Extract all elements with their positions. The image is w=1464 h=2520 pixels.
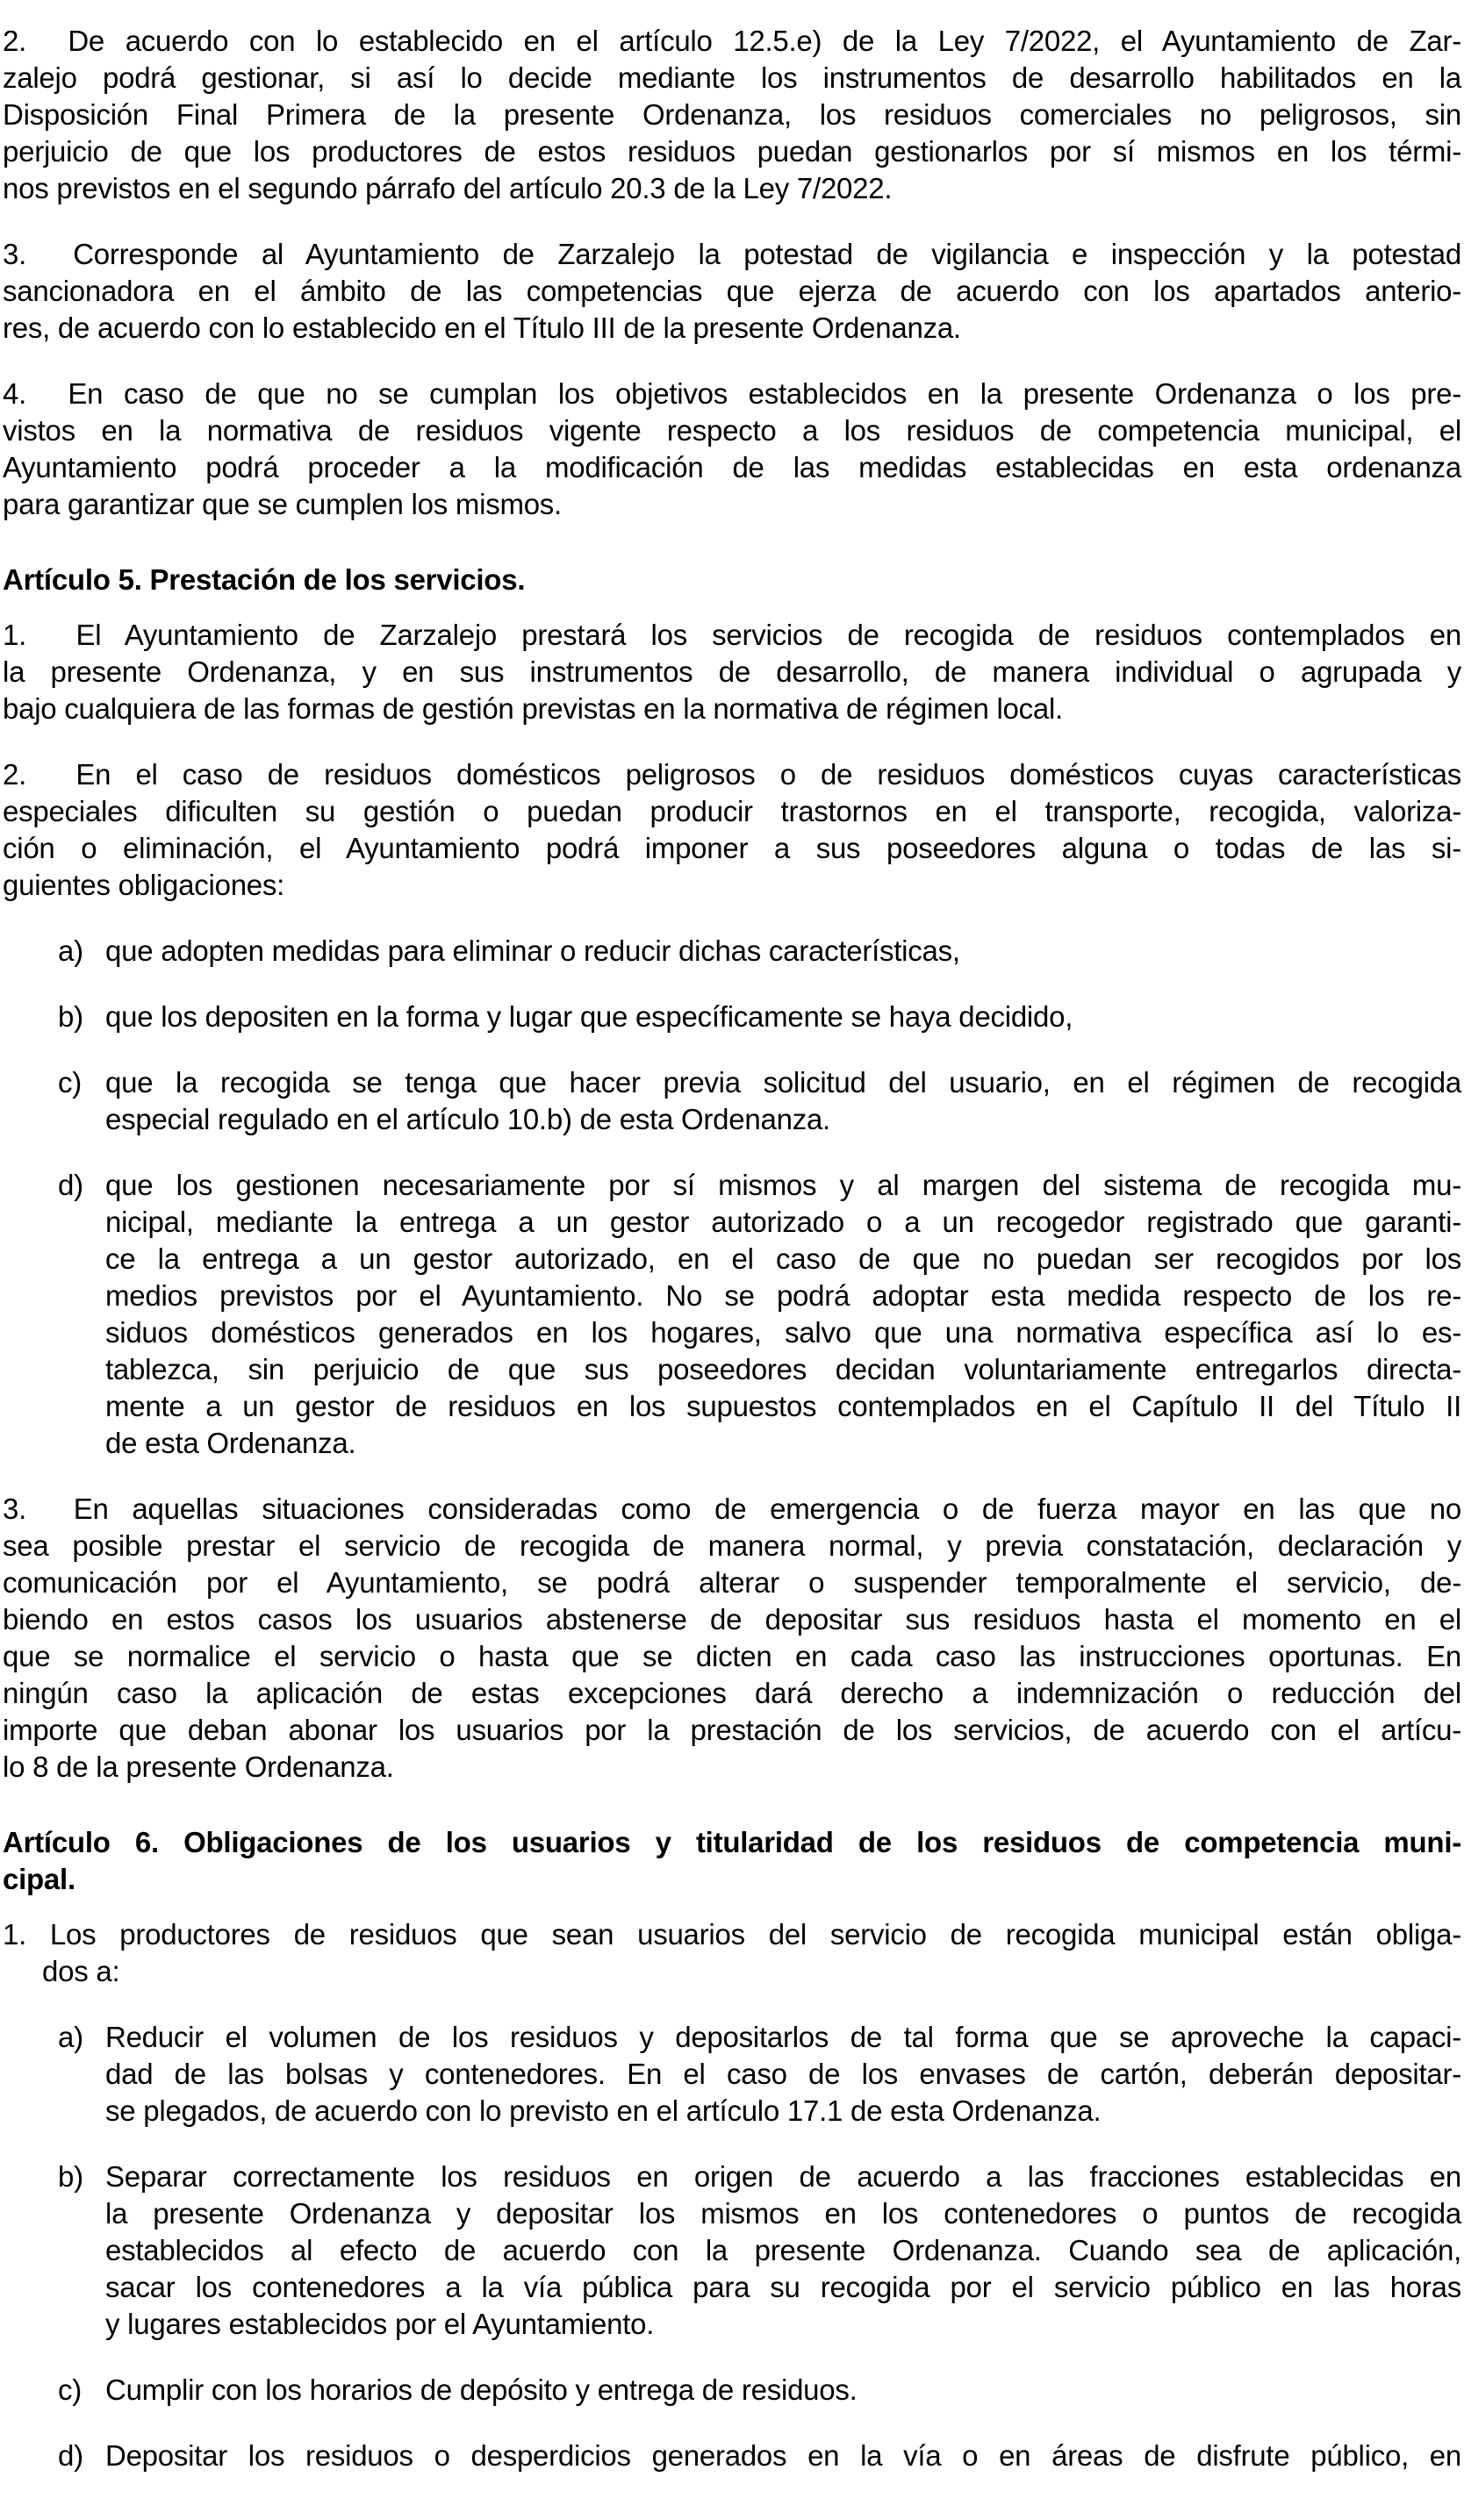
text-line: que se normalice el servicio o hasta que se dicten en cada caso las instrucciones oportunas. En xyxy=(3,1640,1461,1672)
text-line: bajo cualquiera de las formas de gestión previstas en la normativa de régimen local. xyxy=(3,692,1064,725)
list-marker: a) xyxy=(58,2021,83,2053)
numbered-paragraph-2 xyxy=(3,23,1461,207)
text-line: ce la entrega a un gestor autorizado, en el caso de que no puedan ser recogidos por los xyxy=(105,1242,1461,1275)
articulo-6-list-item-d xyxy=(3,2438,1461,2474)
text-line: especial regulado en el artículo 10.b) de esta Ordenanza. xyxy=(105,1103,830,1135)
text-line: nicipal, mediante la entrega a un gestor autorizado o a un recogedor registrado que garanti- xyxy=(105,1206,1461,1238)
text-line: 1. Los productores de residuos que sean usuarios del servicio de recogida municipal están obliga- xyxy=(3,1918,1461,1951)
text-line: tablezca, sin perjuicio de que sus poseedores decidan voluntariamente entregarlos directa- xyxy=(105,1353,1461,1385)
text-line: nos previstos en el segundo párrafo del artículo 20.3 de la Ley 7/2022. xyxy=(3,172,893,204)
text-line: medios previstos por el Ayuntamiento. No se podrá adoptar esta medida respecto de los re- xyxy=(105,1279,1461,1312)
list-marker: c) xyxy=(58,1066,82,1099)
text-line: especiales dificulten su gestión o puedan producir trastornos en el transporte, recogida, valoriza- xyxy=(3,795,1461,827)
articulo-5-heading xyxy=(3,562,1461,598)
articulo-5-list-item-c xyxy=(3,1064,1461,1138)
text-line: sancionadora en el ámbito de las competencias que ejerza de acuerdo con los apartados anterio- xyxy=(3,275,1461,307)
list-marker: d) xyxy=(58,1169,83,1201)
text-line: establecidos al efecto de acuerdo con la presente Ordenanza. Cuando sea de aplicación, xyxy=(105,2234,1461,2266)
text-line: Separar correctamente los residuos en origen de acuerdo a las fracciones establecidas en xyxy=(105,2160,1461,2193)
articulo-5-list-item-b xyxy=(3,999,1461,1035)
text-line: lo 8 de la presente Ordenanza. xyxy=(3,1750,394,1783)
articulo-6-list-item-b xyxy=(3,2158,1461,2343)
text-line: perjuicio de que los productores de estos residuos puedan gestionarlos por sí mismos en los térmi- xyxy=(3,135,1461,168)
articulo-6-list-item-a xyxy=(3,2019,1461,2130)
text-line: ción o eliminación, el Ayuntamiento podrá imponer a sus poseedores alguna o todas de las si- xyxy=(3,832,1461,864)
text-line: Reducir el volumen de los residuos y depositarlos de tal forma que se aproveche la capaci- xyxy=(105,2021,1461,2053)
text-line: que la recogida se tenga que hacer previa solicitud del usuario, en el régimen de recogida xyxy=(105,1066,1461,1099)
text-line: vistos en la normativa de residuos vigente respecto a los residuos de competencia municipal, el xyxy=(3,414,1461,447)
numbered-paragraph-3 xyxy=(3,236,1461,347)
text-line: zalejo podrá gestionar, si así lo decide mediante los instrumentos de desarrollo habilitados en la xyxy=(3,61,1461,94)
text-line: se plegados, de acuerdo con lo previsto en el artículo 17.1 de esta Ordenanza. xyxy=(105,2094,1102,2127)
text-line: Cumplir con los horarios de depósito y entrega de residuos. xyxy=(105,2373,858,2406)
text-line: siduos domésticos generados en los hogares, salvo que una normativa específica así lo es- xyxy=(105,1316,1461,1349)
text-line: Ayuntamiento podrá proceder a la modificación de las medidas establecidas en esta ordenanza xyxy=(3,451,1461,483)
text-line: Disposición Final Primera de la presente Ordenanza, los residuos comerciales no peligrosos, sin xyxy=(3,98,1461,131)
list-marker: c) xyxy=(58,2373,82,2406)
articulo-6-paragraph-1 xyxy=(3,1916,1461,1990)
text-line: 2. En el caso de residuos domésticos peligrosos o de residuos domésticos cuyas características xyxy=(3,758,1461,791)
text-line: guientes obligaciones: xyxy=(3,869,285,901)
text-line: biendo en estos casos los usuarios abstenerse de depositar sus residuos hasta el momento en el xyxy=(3,1603,1461,1636)
text-line: ningún caso la aplicación de estas excepciones dará derecho a indemnización o reducción del xyxy=(3,1677,1461,1709)
text-line: sacar los contenedores a la vía pública para su recogida por el servicio público en las horas xyxy=(105,2271,1461,2303)
text-line: res, de acuerdo con lo establecido en el Título III de la presente Ordenanza. xyxy=(3,311,961,344)
text-line: comunicación por el Ayuntamiento, se podrá alterar o suspender temporalmente el servicio, de- xyxy=(3,1566,1461,1599)
text-line: que adopten medidas para eliminar o reducir dichas características, xyxy=(105,934,960,967)
text-line: sea posible prestar el servicio de recogida de manera normal, y previa constatación, declaración y xyxy=(3,1529,1461,1562)
text-line: Artículo 6. Obligaciones de los usuarios y titularidad de los residuos de competencia muni- xyxy=(3,1826,1461,1858)
list-marker: d) xyxy=(58,2439,83,2472)
text-line: y lugares establecidos por el Ayuntamiento. xyxy=(105,2308,655,2340)
articulo-5-paragraph-3 xyxy=(3,1491,1461,1786)
articulo-5-paragraph-2 xyxy=(3,756,1461,904)
text-line: 1. El Ayuntamiento de Zarzalejo prestará los servicios de recogida de residuos contemplados en xyxy=(3,619,1461,651)
list-marker: b) xyxy=(58,2160,83,2193)
numbered-paragraph-4 xyxy=(3,376,1461,523)
text-line: dad de las bolsas y contenedores. En el caso de los envases de cartón, deberán depositar- xyxy=(105,2058,1461,2090)
text-line: que los gestionen necesariamente por sí mismos y al margen del sistema de recogida mu- xyxy=(105,1169,1461,1201)
text-line: 4. En caso de que no se cumplan los objetivos establecidos en la presente Ordenanza o los pre- xyxy=(3,377,1461,410)
list-marker: a) xyxy=(58,934,83,967)
text-line: importe que deban abonar los usuarios por la prestación de los servicios, de acuerdo con el artícu- xyxy=(3,1714,1461,1746)
text-line: 2. De acuerdo con lo establecido en el artículo 12.5.e) de la Ley 7/2022, el Ayuntamiento de Zar- xyxy=(3,25,1461,57)
text-line: que los depositen en la forma y lugar que específicamente se haya decidido, xyxy=(105,1000,1073,1033)
text-line: Artículo 5. Prestación de los servicios. xyxy=(3,563,526,596)
text-line: dos a: xyxy=(42,1955,120,1987)
articulo-6-list-item-c xyxy=(3,2372,1461,2409)
text-line: de esta Ordenanza. xyxy=(105,1427,356,1459)
articulo-6-heading xyxy=(3,1824,1461,1898)
articulo-5-list-item-a xyxy=(3,933,1461,970)
text-line: para garantizar que se cumplen los mismos. xyxy=(3,488,562,520)
text-line: cipal. xyxy=(3,1863,75,1895)
text-line: 3. Corresponde al Ayuntamiento de Zarzalejo la potestad de vigilancia e inspección y la potestad xyxy=(3,238,1461,270)
text-line: 3. En aquellas situaciones consideradas como de emergencia o de fuerza mayor en las que no xyxy=(3,1493,1461,1525)
text-line: mente a un gestor de residuos en los supuestos contemplados en el Capítulo II del Título II xyxy=(105,1390,1461,1422)
text-line: la presente Ordenanza, y en sus instrumentos de desarrollo, de manera individual o agrupada y xyxy=(3,655,1461,688)
articulo-5-list-item-d xyxy=(3,1167,1461,1462)
text-line: la presente Ordenanza y depositar los mismos en los contenedores o puntos de recogida xyxy=(105,2197,1461,2230)
articulo-5-paragraph-1 xyxy=(3,617,1461,727)
list-marker: b) xyxy=(58,1000,83,1033)
text-line: Depositar los residuos o desperdicios generados en la vía o en áreas de disfrute público, en xyxy=(105,2439,1461,2472)
